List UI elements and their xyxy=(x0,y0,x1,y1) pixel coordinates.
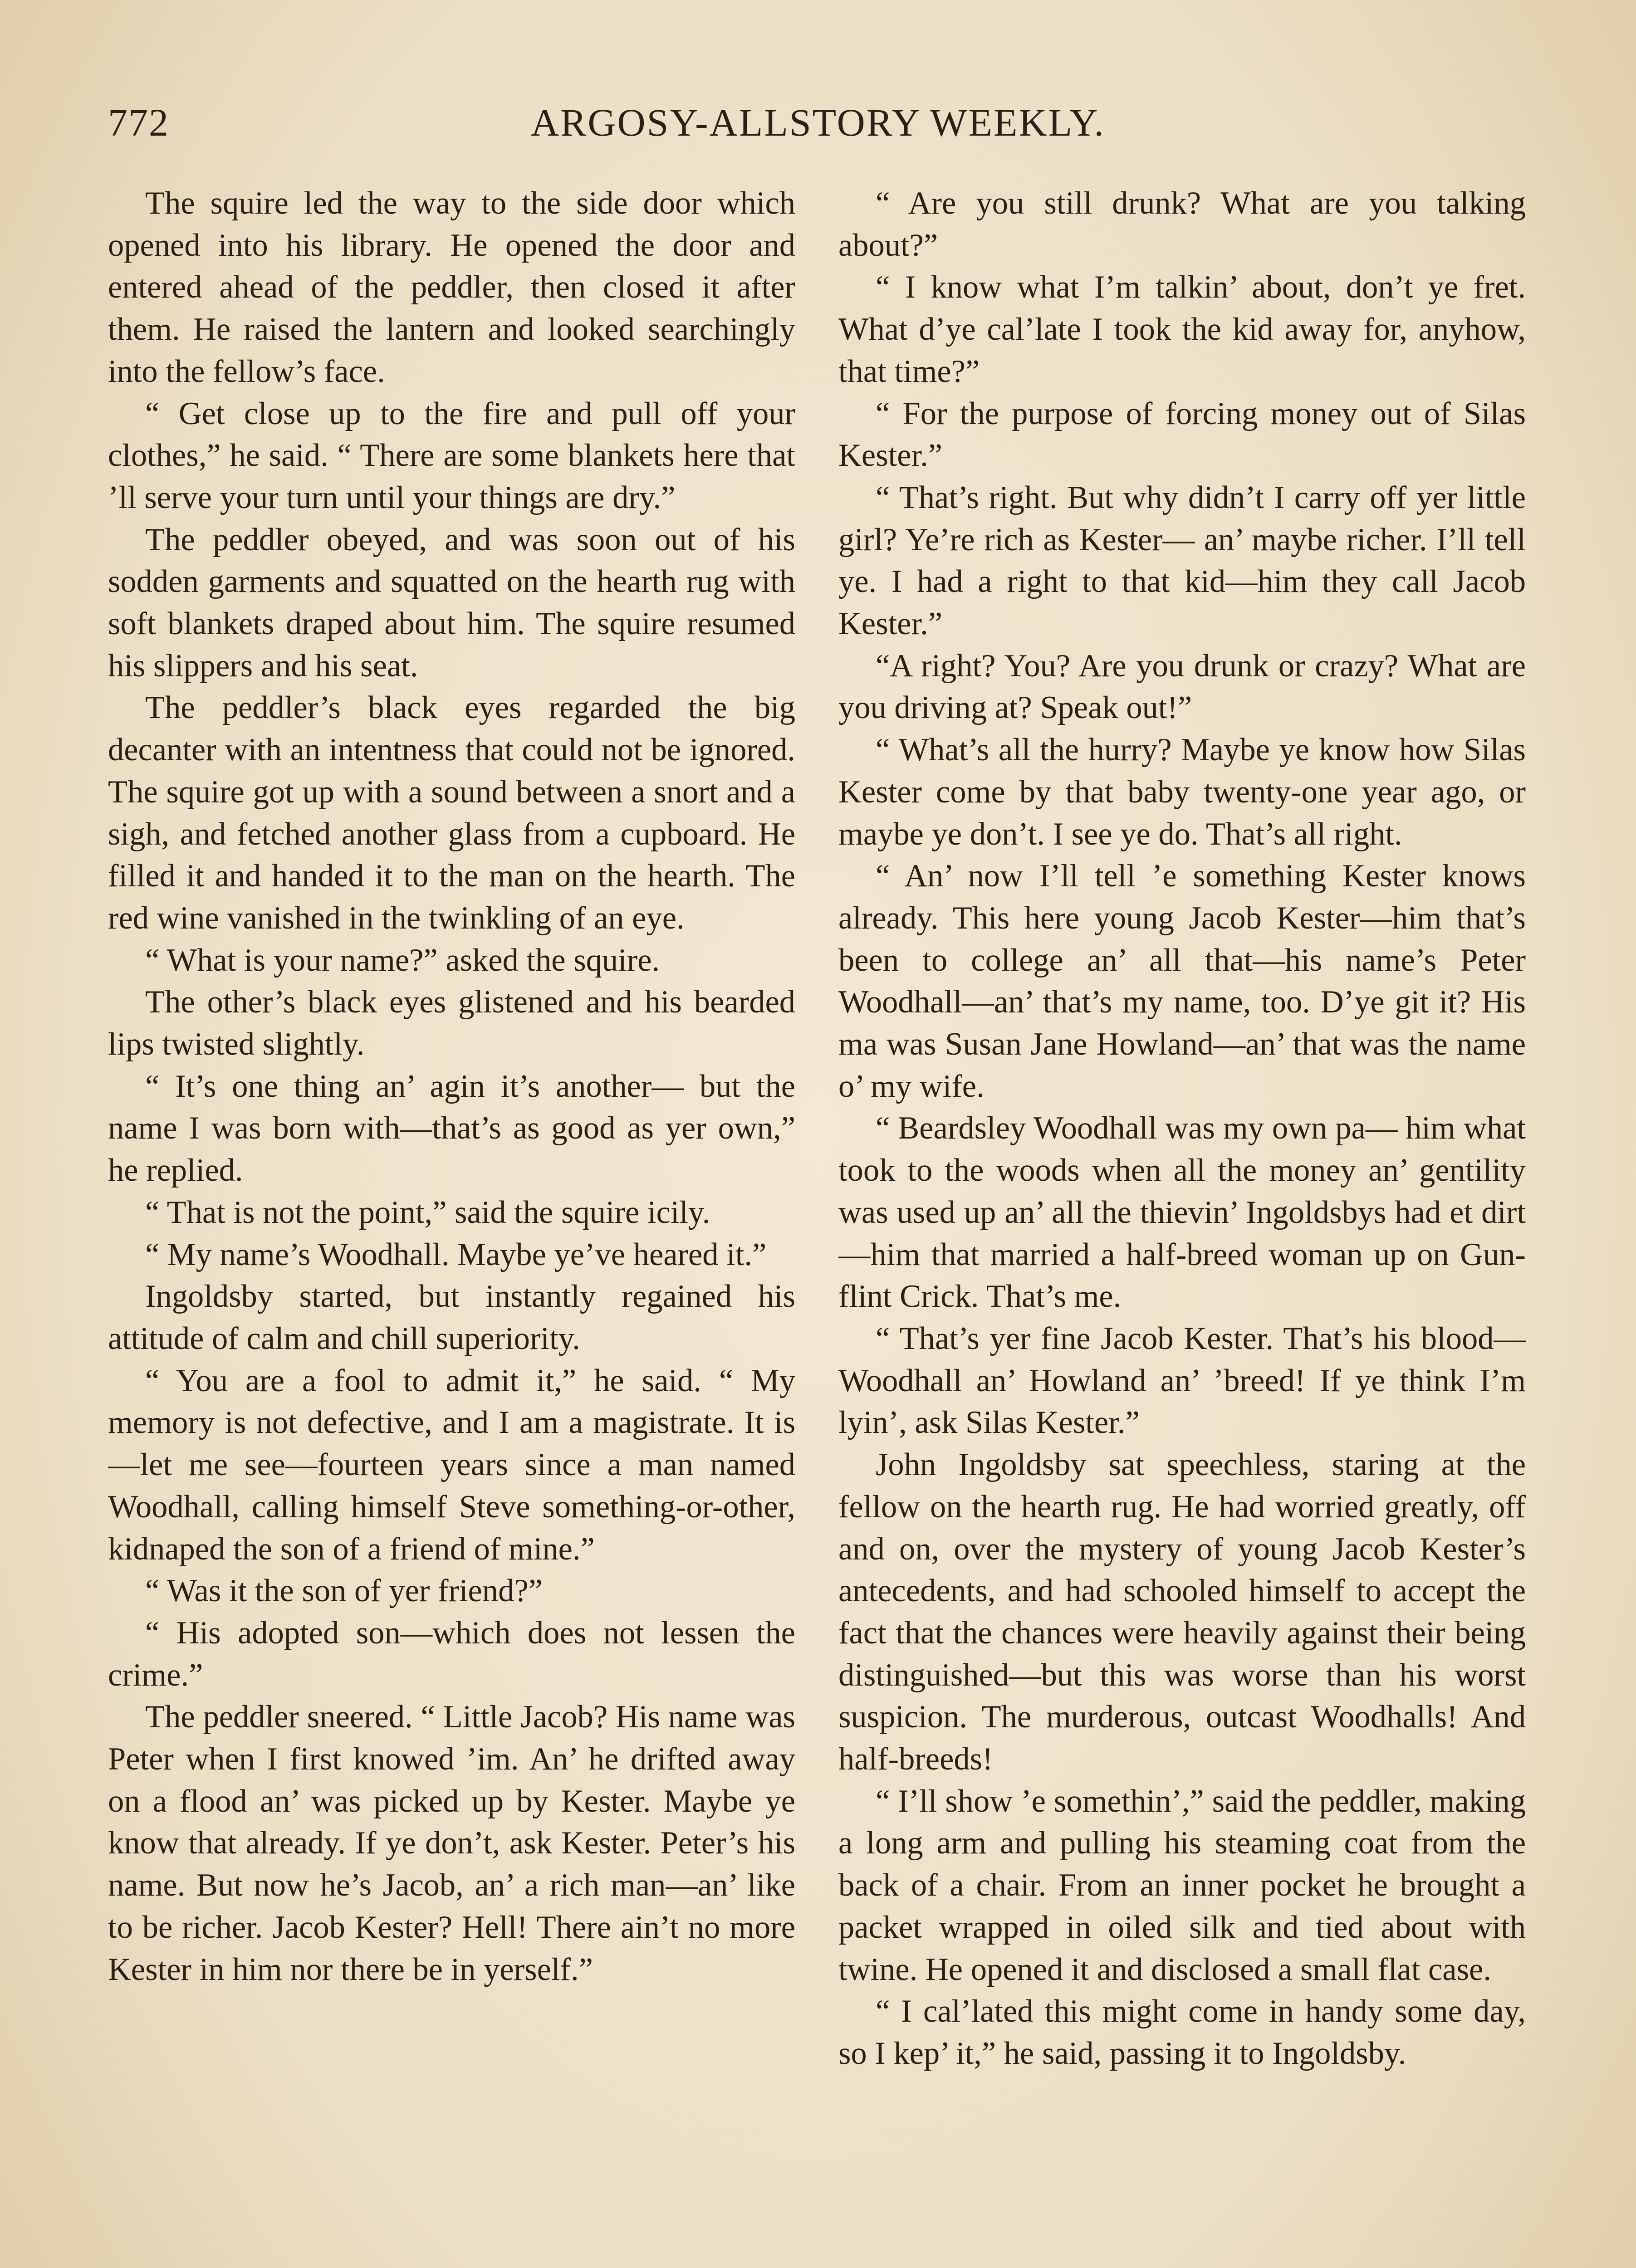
paragraph: “ It’s one thing an’ agin it’s another— but the name I was born with—that’s as good as yer own,” he replied. xyxy=(108,1068,795,1188)
paragraph: “ That’s yer fine Jacob Kester. That’s his blood—Woodhall an’ Howland an’ ’breed! If ye think I’m lyin’, ask Silas Kester.” xyxy=(838,1320,1526,1441)
paragraph: John Ingoldsby sat speechless, staring at the fellow on the hearth rug. He had worried greatly, off and on, over the mystery of young Jacob Kester’s antecedents, and had schooled himself to accept the fact that the chances were heavily against their being distinguished—but this was worse than his worst suspicion. The murderous, outcast Woodhalls! And half-breeds! xyxy=(838,1447,1526,1777)
paragraph: “ Are you still drunk? What are you talking about?” xyxy=(838,186,1526,263)
text-columns xyxy=(108,182,1528,2268)
paragraph: The peddler obeyed, and was soon out of his sodden garments and squatted on the hearth rug with soft blankets draped about him. The squire resumed his slippers and his seat. xyxy=(108,522,795,684)
running-head: ARGOSY-ALLSTORY WEEKLY. xyxy=(530,101,1106,144)
paragraph: “ I cal’lated this might come in handy some day, so I kep’ it,” he said, passing it to Ingoldsby. xyxy=(838,1994,1526,2071)
paragraph: The other’s black eyes glistened and his bearded lips twisted slightly. xyxy=(108,984,795,1062)
paragraph: “ Was it the son of yer friend?” xyxy=(145,1573,543,1609)
right-column xyxy=(838,182,1526,2268)
paragraph: “ What’s all the hurry? Maybe ye know how Silas Kester come by that baby twenty-one year ago, or maybe ye don’t. I see ye do. That’s all right. xyxy=(838,732,1526,852)
paragraph: “ That is not the point,” said the squire icily. xyxy=(145,1194,710,1230)
paragraph: “ I’ll show ’e somethin’,” said the peddler, making a long arm and pulling his steaming coat from the back of a chair. From an inner pocket he brought a packet wrapped in oiled silk and tied about with twine. He opened it and disclosed a small flat case. xyxy=(838,1783,1526,1987)
paragraph: The peddler sneered. “ Little Jacob? His name was Peter when I first knowed ’im. An’ he drifted away on a flood an’ was picked up by Kester. Maybe ye know that already. If ye don’t, ask Kester. Peter’s his name. But now he’s Jacob, an’ a rich man—an’ like to be richer. Jacob Kester? Hell! There ain’t no more Kester in him nor there be in yerself.” xyxy=(108,1699,795,1987)
paragraph: The peddler’s black eyes regarded the big decanter with an intentness that could not be ignored. The squire got up with a sound between a snort and a sigh, and fetched another glass from a cupboard. He filled it and handed it to the man on the hearth. The red wine vanished in the twinkling of an eye. xyxy=(108,690,795,936)
paragraph: “ You are a fool to admit it,” he said. “ My memory is not defective, and I am a magistrate. It is—let me see—fourteen years since a man named Woodhall, calling himself Steve something-or-other, kidnaped the son of a friend of mine.” xyxy=(108,1363,795,1567)
left-column xyxy=(108,182,795,2268)
paragraph: “ An’ now I’ll tell ’e something Kester knows already. This here young Jacob Kester—him that’s been to college an’ all that—his name’s Peter Woodhall—an’ that’s my name, too. D’ye git it? His ma was Susan Jane Howland—an’ that was the name o’ my wife. xyxy=(838,858,1526,1104)
paragraph: “ His adopted son—which does not lessen the crime.” xyxy=(108,1615,795,1693)
paragraph: “ For the purpose of forcing money out of Silas Kester.” xyxy=(838,396,1526,474)
paragraph: “ I know what I’m talkin’ about, don’t ye fret. What d’ye cal’late I took the kid away for, anyhow, that time?” xyxy=(838,269,1526,389)
paragraph: The squire led the way to the side door which opened into his library. He opened the door and entered ahead of the peddler, then closed it after them. He raised the lantern and looked searchingly into the fellow’s face. xyxy=(108,186,795,389)
page-header xyxy=(108,100,1528,154)
page-number: 772 xyxy=(108,101,169,144)
paragraph: “ Beardsley Woodhall was my own pa— him what took to the woods when all the money an’ gentility was used up an’ all the thievin’ Ingoldsbys had et dirt—him that married a half-breed woman up on Gunflint Crick. That’s me. xyxy=(838,1110,1526,1315)
paragraph: “ That’s right. But why didn’t I carry off yer little girl? Ye’re rich as Kester— an’ maybe richer. I’ll tell ye. I had a right to that kid—him they call Jacob Kester.” xyxy=(838,479,1526,642)
paragraph: Ingoldsby started, but instantly regained his attitude of calm and chill superiority. xyxy=(108,1279,795,1356)
paragraph: “ Get close up to the fire and pull off your clothes,” he said. “ There are some blankets here that ’ll serve your turn until your things are dry.” xyxy=(108,396,795,515)
paragraph: “A right? You? Are you drunk or crazy? What are you driving at? Speak out!” xyxy=(838,648,1526,726)
paragraph: “ What is your name?” asked the squire. xyxy=(145,942,660,978)
paragraph: “ My name’s Woodhall. Maybe ye’ve heared it.” xyxy=(145,1237,767,1272)
